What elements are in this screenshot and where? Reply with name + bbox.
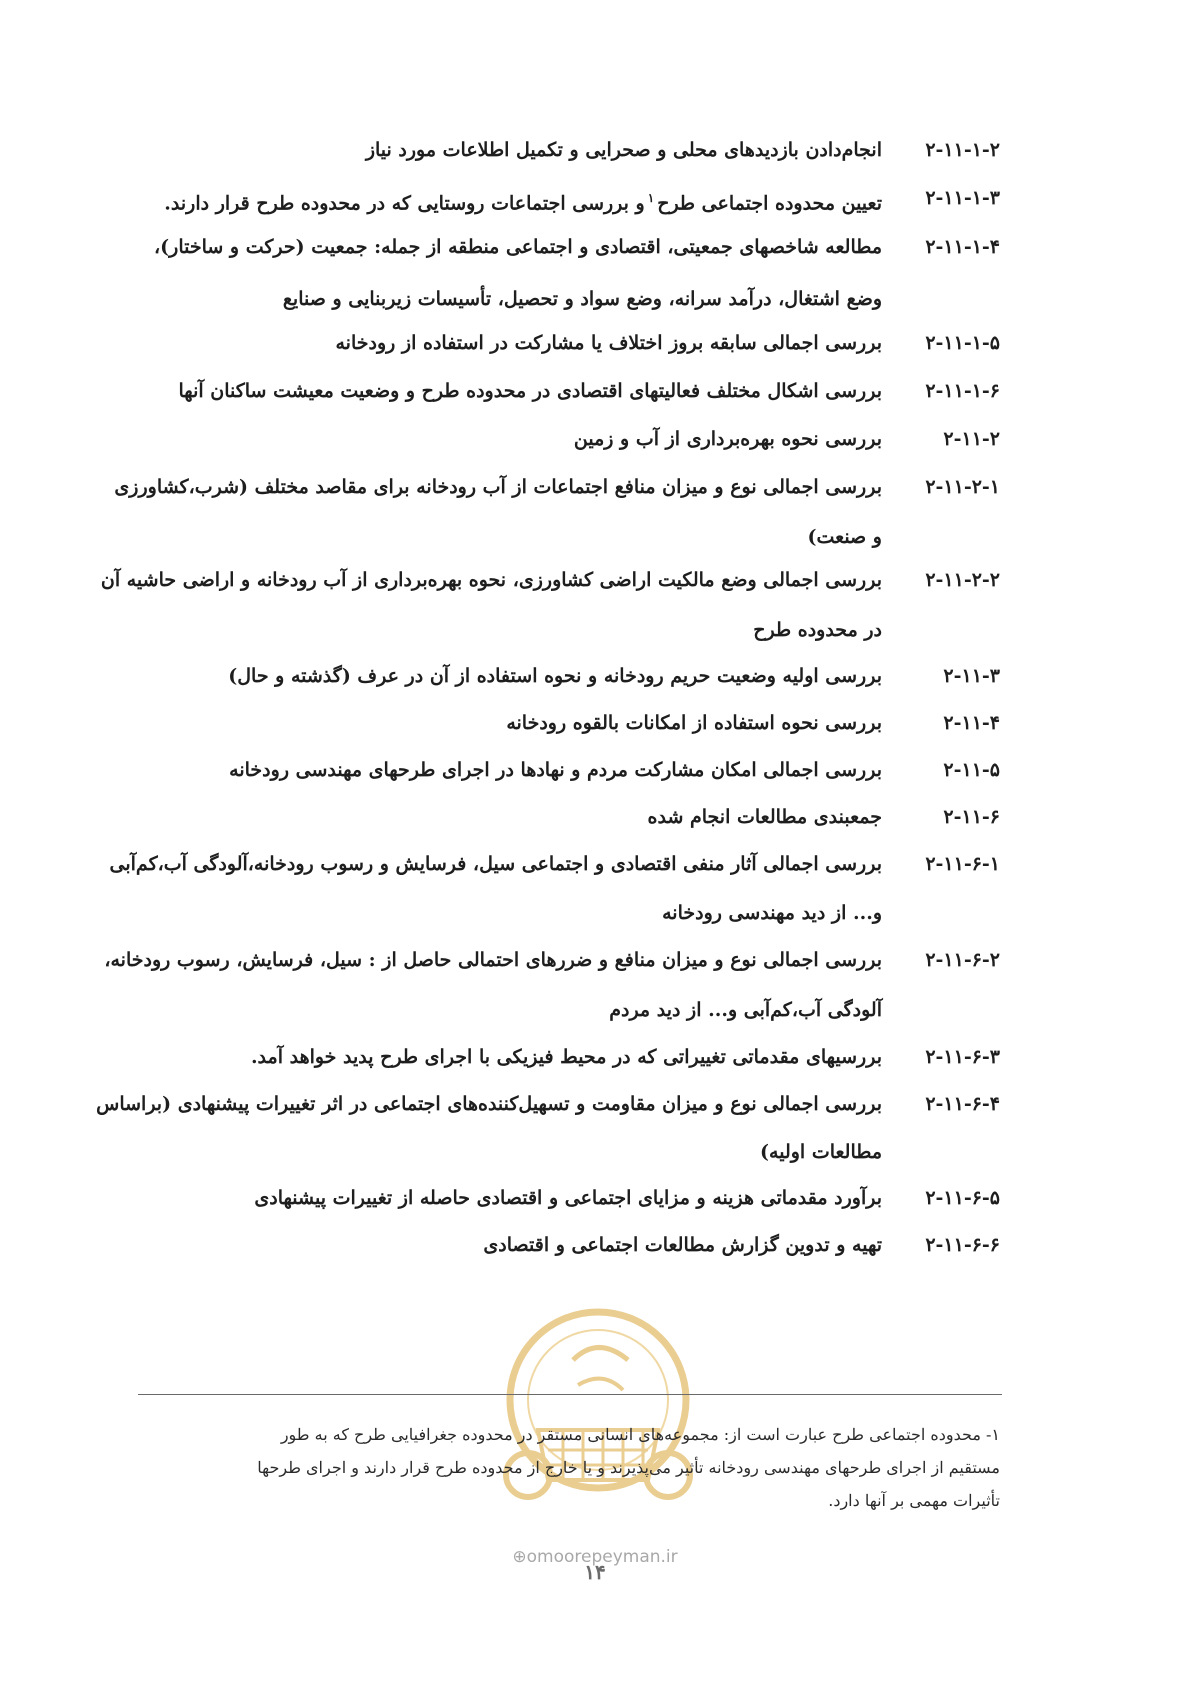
item-text-after: و بررسی اجتماعات روستایی که در محدوده طرح قرار دارند. — [164, 192, 645, 215]
item-text-continuation: و... از دید مهندسی رودخانه — [662, 902, 882, 924]
item-number: ۲-۱۱-۱-۳ — [925, 187, 1000, 209]
item-text-continuation: در محدوده طرح — [753, 619, 882, 641]
item-number: ۲-۱۱-۱-۶ — [925, 380, 1000, 402]
item-number: ۲-۱۱-۴ — [943, 712, 1000, 734]
item-text: بررسی نحوه بهره‌برداری از آب و زمین — [573, 428, 882, 450]
item-text-before: تعیین محدوده اجتماعی طرح — [657, 192, 882, 215]
item-number: ۲-۱۱-۱-۲ — [925, 139, 1000, 161]
item-number: ۲-۱۱-۲-۲ — [925, 569, 1000, 591]
item-text: بررسی اجمالی نوع و میزان منافع و ضررهای احتمالی حاصل از : سیل، فرسایش، رسوب رودخانه، — [104, 949, 882, 971]
item-number: ۲-۱۱-۶-۵ — [925, 1187, 1000, 1209]
footnote-line: مستقیم از اجرای طرحهای مهندسی رودخانه تأثیر می‌پذیرند و یا خارج از محدوده طرح قرار دارند و اجرای طرحها — [257, 1458, 1000, 1477]
page-number: ۱۴ — [584, 1560, 606, 1584]
footnote — [188, 1418, 1000, 1517]
item-text: بررسی اجمالی سابقه بروز اختلاف یا مشارکت در استفاده از رودخانه — [335, 332, 882, 354]
item-text: بررسیهای مقدماتی تغییراتی که در محیط فیزیکی با اجرای طرح پدید خواهد آمد. — [250, 1046, 882, 1068]
footnote-reference[interactable]: ۱ — [647, 191, 655, 205]
item-number: ۲-۱۱-۵ — [943, 759, 1000, 781]
footnote-line: ۱- محدوده اجتماعی طرح عبارت است از: مجموعه‌های انسانی مستقر در محدوده جغرافیایی طرح که به طور — [280, 1425, 1000, 1444]
item-text: بررسی اولیه وضعیت حریم رودخانه و نحوه استفاده از آن در عرف (گذشته و حال) — [228, 665, 882, 687]
item-text: بررسی اجمالی آثار منفی اقتصادی و اجتماعی سیل، فرسایش و رسوب رودخانه،آلودگی آب،کم‌آبی — [109, 853, 882, 875]
item-text: برآورد مقدماتی هزینه و مزایای اجتماعی و اقتصادی حاصله از تغییرات پیشنهادی — [254, 1187, 882, 1209]
item-text: بررسی اجمالی امکان مشارکت مردم و نهادها در اجرای طرحهای مهندسی رودخانه — [229, 759, 882, 781]
globe-icon: ⊕ — [512, 1547, 527, 1567]
item-text: جمعبندی مطالعات انجام شده — [647, 806, 882, 828]
item-text: بررسی اجمالی نوع و میزان مقاومت و تسهیل‌کننده‌های اجتماعی در اثر تغییرات پیشنهادی (براساس — [96, 1093, 882, 1115]
item-number: ۲-۱۱-۲ — [943, 428, 1000, 450]
item-number: ۲-۱۱-۶-۴ — [925, 1093, 1000, 1115]
item-text-continuation: مطالعات اولیه) — [760, 1141, 882, 1163]
item-text-continuation: آلودگی آب،کم‌آبی و... از دید مردم — [609, 999, 882, 1021]
item-number: ۲-۱۱-۱-۵ — [925, 332, 1000, 354]
watermark-url-text: omoorepeyman.ir — [526, 1547, 678, 1567]
footnote-separator — [138, 1394, 1002, 1395]
item-number: ۲-۱۱-۳ — [943, 665, 1000, 687]
item-text: بررسی اجمالی وضع مالکیت اراضی کشاورزی، نحوه بهره‌برداری از آب رودخانه و اراضی حاشیه آن — [100, 569, 882, 591]
item-number: ۲-۱۱-۶-۱ — [925, 853, 1000, 875]
item-number: ۲-۱۱-۲-۱ — [925, 476, 1000, 498]
footnote-line: تأثیرات مهمی بر آنها دارد. — [828, 1491, 1000, 1510]
item-text: مطالعه شاخصهای جمعیتی، اقتصادی و اجتماعی منطقه از جمله: جمعیت (حرکت و ساختار)، — [154, 236, 882, 258]
item-text: انجام‌دادن بازدیدهای محلی و صحرایی و تکمیل اطلاعات مورد نیاز — [365, 139, 882, 161]
item-number: ۲-۱۱-۶-۳ — [925, 1046, 1000, 1068]
item-text: تهیه و تدوین گزارش مطالعات اجتماعی و اقتصادی — [483, 1234, 882, 1256]
item-number: ۲-۱۱-۶-۲ — [925, 949, 1000, 971]
item-number: ۲-۱۱-۶-۶ — [925, 1234, 1000, 1256]
item-text: بررسی اجمالی نوع و میزان منافع اجتماعات از آب رودخانه برای مقاصد مختلف (شرب،کشاورزی — [114, 476, 882, 498]
item-text-continuation: وضع اشتغال، درآمد سرانه، وضع سواد و تحصیل، تأسیسات زیربنایی و صنایع — [282, 288, 882, 310]
item-number: ۲-۱۱-۶ — [943, 806, 1000, 828]
item-text — [164, 184, 882, 217]
item-text-continuation: و صنعت) — [807, 526, 882, 548]
item-number: ۲-۱۱-۱-۴ — [925, 236, 1000, 258]
item-text: بررسی نحوه استفاده از امکانات بالقوه رودخانه — [506, 712, 882, 734]
item-text: بررسی اشکال مختلف فعالیتهای اقتصادی در محدوده طرح و وضعیت معیشت ساکنان آنها — [178, 380, 882, 402]
